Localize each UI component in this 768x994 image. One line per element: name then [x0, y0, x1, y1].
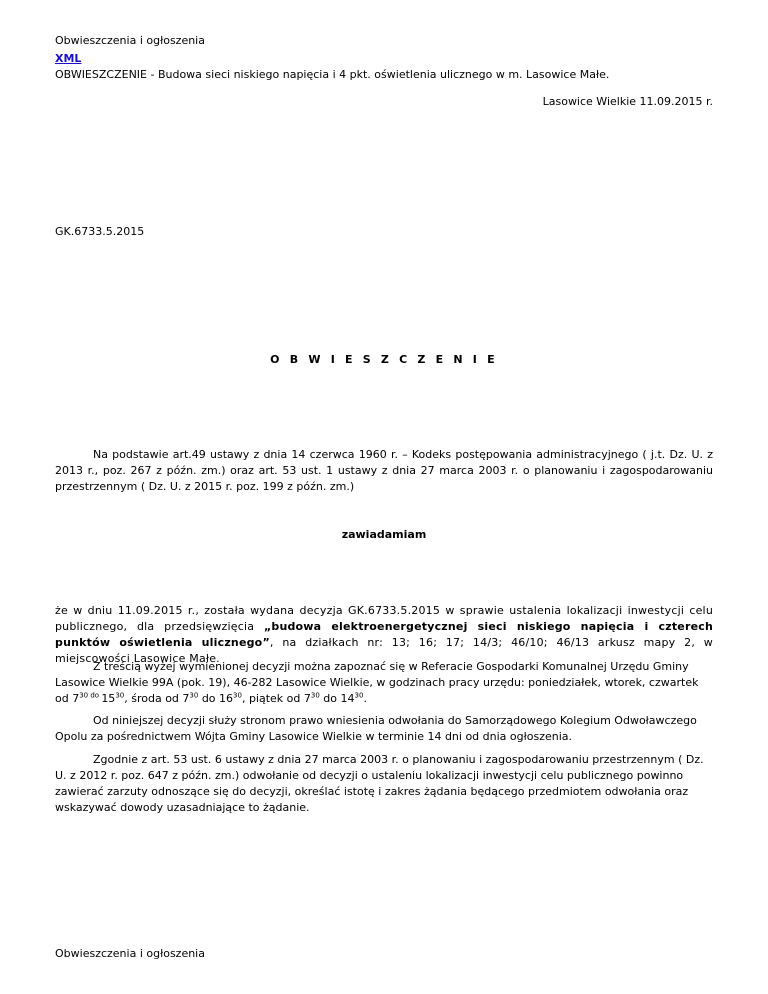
- access-text: do 14: [319, 691, 355, 705]
- access-paragraph: [55, 659, 713, 707]
- xml-link-row: [55, 51, 713, 67]
- time-sup: 30: [115, 691, 125, 700]
- appeal-paragraph: Od niniejszej decyzji służy stronom prawo wniesienia odwołania do Samorządowego Kolegium Odwoławczego Opolu za pośrednictwem Wójta Gminy Lasowice Wielkie w terminie 14 dni od dnia ogłoszenia.: [55, 714, 697, 743]
- access-text: do 16: [198, 691, 234, 705]
- decision-paragraph: [55, 603, 713, 667]
- access-text: , środa od 7: [124, 691, 190, 705]
- decision-text-end: , na działkach nr: 13; 16; 17; 14/3; 46/10; 46/13 arkusz mapy 2, w miejscowości Lasowice Małe.: [55, 635, 713, 665]
- announce-word: zawiadamiam: [341, 528, 427, 541]
- requirements-paragraph: Zgodnie z art. 53 ust. 6 ustawy z dnia 27 marca 2003 r. o planowaniu i zagospodarowaniu przestrzennym ( Dz. U. z 2012 r. poz. 647 z późn. zm.) odwołanie od decyzji o ustaleniu lokalizacji inwestycji celu publicznego powinno zawierać zarzuty odnoszące się do decyzji, określać istotę i zakres żądania będącego przedmiotem odwołania oraz wskazywać dowody uzasadniające to żądanie.: [55, 753, 704, 814]
- place-date: Lasowice Wielkie 11.09.2015 r.: [542, 95, 713, 108]
- time-sup: 30: [189, 691, 199, 700]
- project-name: „budowa elektroenergetycznej sieci niskiego napięcia i czterech punktów oświetlenia ulicznego”: [55, 619, 713, 649]
- footer-section-title: Obwieszczenia i ogłoszenia: [55, 947, 205, 960]
- xml-link[interactable]: XML: [55, 52, 82, 65]
- reference-number: GK.6733.5.2015: [55, 225, 145, 238]
- time-sup: 30 do: [79, 691, 102, 700]
- time-sup: 30: [233, 691, 242, 700]
- access-text: .: [363, 691, 367, 705]
- legal-basis-paragraph: Na podstawie art.49 ustawy z dnia 14 czerwca 1960 r. – Kodeks postępowania administracyjnego ( j.t. Dz. U. z 2013 r., poz. 267 z późn. zm.) oraz art. 53 ust. 1 ustawy z dnia 27 marca 2003 r. o planowaniu i zagospodarowaniu przestrzennym ( Dz. U. z 2015 r. poz. 199 z późn. zm.): [55, 448, 713, 493]
- decision-text-start: że w dniu 11.09.2015 r., została wydana decyzja GK.6733.5.2015 w sprawie ustalenia lokalizacji inwestycji celu publicznego, dla przedsięwzięcia: [55, 604, 713, 633]
- access-text: 15: [101, 691, 116, 705]
- document-heading: O B W I E S Z C Z E N I E: [270, 353, 498, 366]
- notice-title: OBWIESZCZENIE - Budowa sieci niskiego napięcia i 4 pkt. oświetlenia ulicznego w m. Lasowice Małe.: [55, 68, 610, 81]
- access-text: , piątek od 7: [241, 691, 311, 705]
- time-sup: 30: [310, 691, 320, 700]
- time-sup: 30: [354, 691, 364, 700]
- access-text: Z treścią wyżej wymienionej decyzji można zapoznać się w Referacie Gospodarki Komunalnej Urzędu Gminy Lasowice Wielkie 99A (pok. 19), 46-282 Lasowice Wielkie, w godzinach pracy urzędu: poniedziałek, wtorek, czwartek od 7: [55, 660, 699, 705]
- header-section-title: Obwieszczenia i ogłoszenia: [55, 34, 205, 47]
